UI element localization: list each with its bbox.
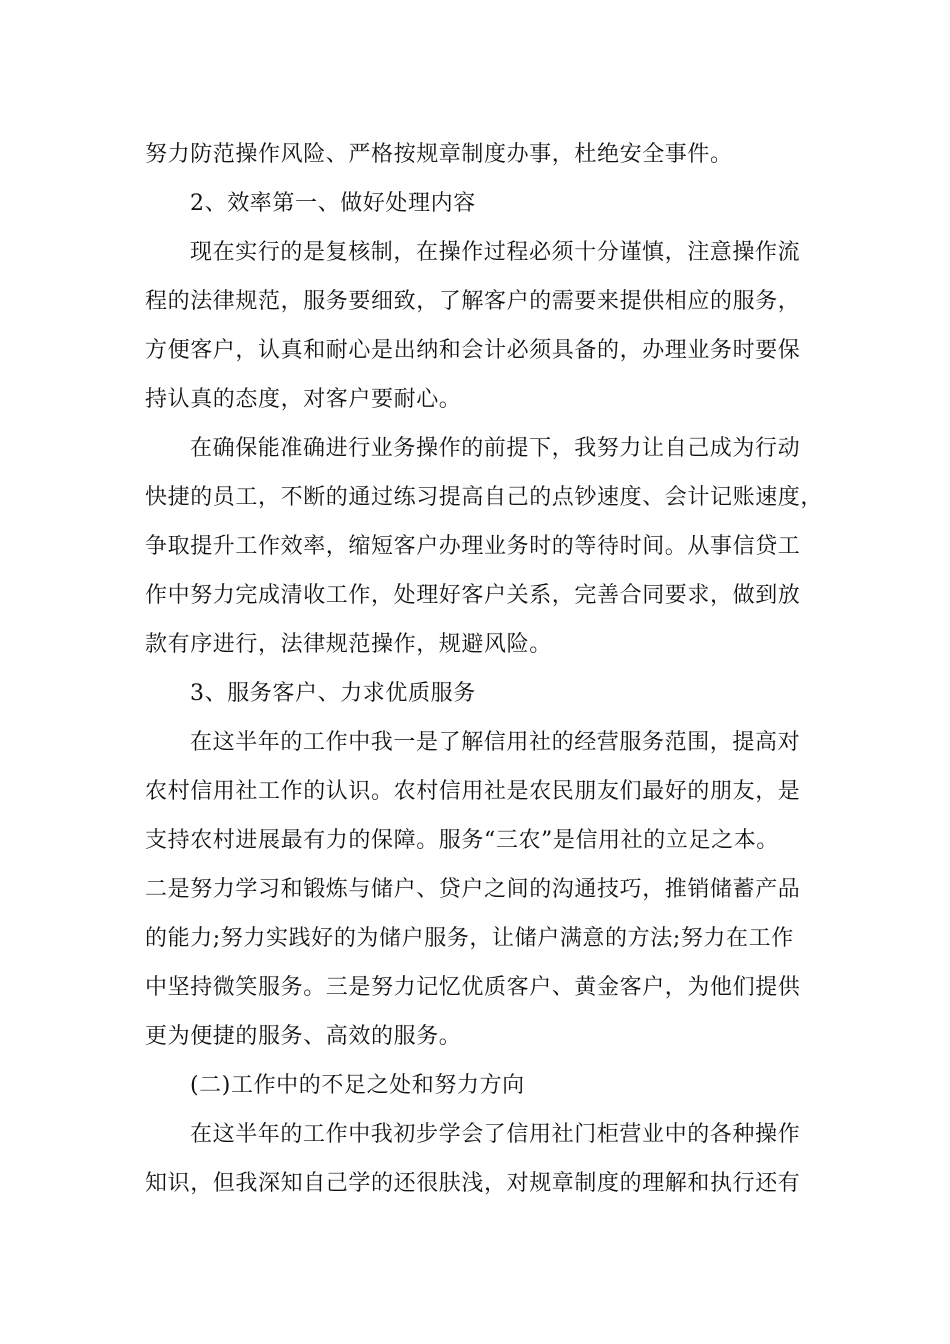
text-line: 争取提升工作效率，缩短客户办理业务时的等待时间。从事信贷工: [145, 534, 801, 559]
text-line: 在这半年的工作中我初步学会了信用社门柜营业中的各种操作: [190, 1122, 801, 1147]
text-line: 现在实行的是复核制，在操作过程必须十分谨慎，注意操作流: [190, 240, 801, 265]
text-line: 的能力;努力实践好的为储户服务，让储户满意的方法;努力在工作: [145, 926, 794, 951]
text-line: 款有序进行，法律规范操作，规避风险。: [145, 632, 552, 657]
text-line: 支持农村进展最有力的保障。服务“三农”是信用社的立足之本。: [145, 828, 779, 853]
text-line: 二是努力学习和锻炼与储户、贷户之间的沟通技巧，推销储蓄产品: [145, 877, 801, 902]
text-line: 程的法律规范，服务要细致，了解客户的需要来提供相应的服务，: [145, 289, 801, 314]
text-line: (二)工作中的不足之处和努力方向: [190, 1073, 525, 1098]
text-line: 努力防范操作风险、严格按规章制度办事，杜绝安全事件。: [145, 142, 733, 167]
text-line: 在确保能准确进行业务操作的前提下，我努力让自己成为行动: [190, 436, 801, 461]
text-line: 3、服务客户、力求优质服务: [190, 681, 476, 706]
document-body: [145, 130, 825, 1208]
text-line: 中坚持微笑服务。三是努力记忆优质客户、黄金客户，为他们提供: [145, 975, 801, 1000]
text-line: 持认真的态度，对客户要耐心。: [145, 387, 462, 412]
text-line: 快捷的员工，不断的通过练习提高自己的点钞速度、会计记账速度，: [145, 485, 824, 510]
text-line: 方便客户，认真和耐心是出纳和会计必须具备的，办理业务时要保: [145, 338, 801, 363]
text-line: 知识，但我深知自己学的还很肤浅，对规章制度的理解和执行还有: [145, 1171, 801, 1196]
text-line: 更为便捷的服务、高效的服务。: [145, 1024, 462, 1049]
text-line: 作中努力完成清收工作，处理好客户关系，完善合同要求，做到放: [145, 583, 801, 608]
text-line: 在这半年的工作中我一是了解信用社的经营服务范围，提高对: [190, 730, 801, 755]
text-line: 2、效率第一、做好处理内容: [190, 191, 476, 216]
text-line: 农村信用社工作的认识。农村信用社是农民朋友们最好的朋友，是: [145, 779, 801, 804]
